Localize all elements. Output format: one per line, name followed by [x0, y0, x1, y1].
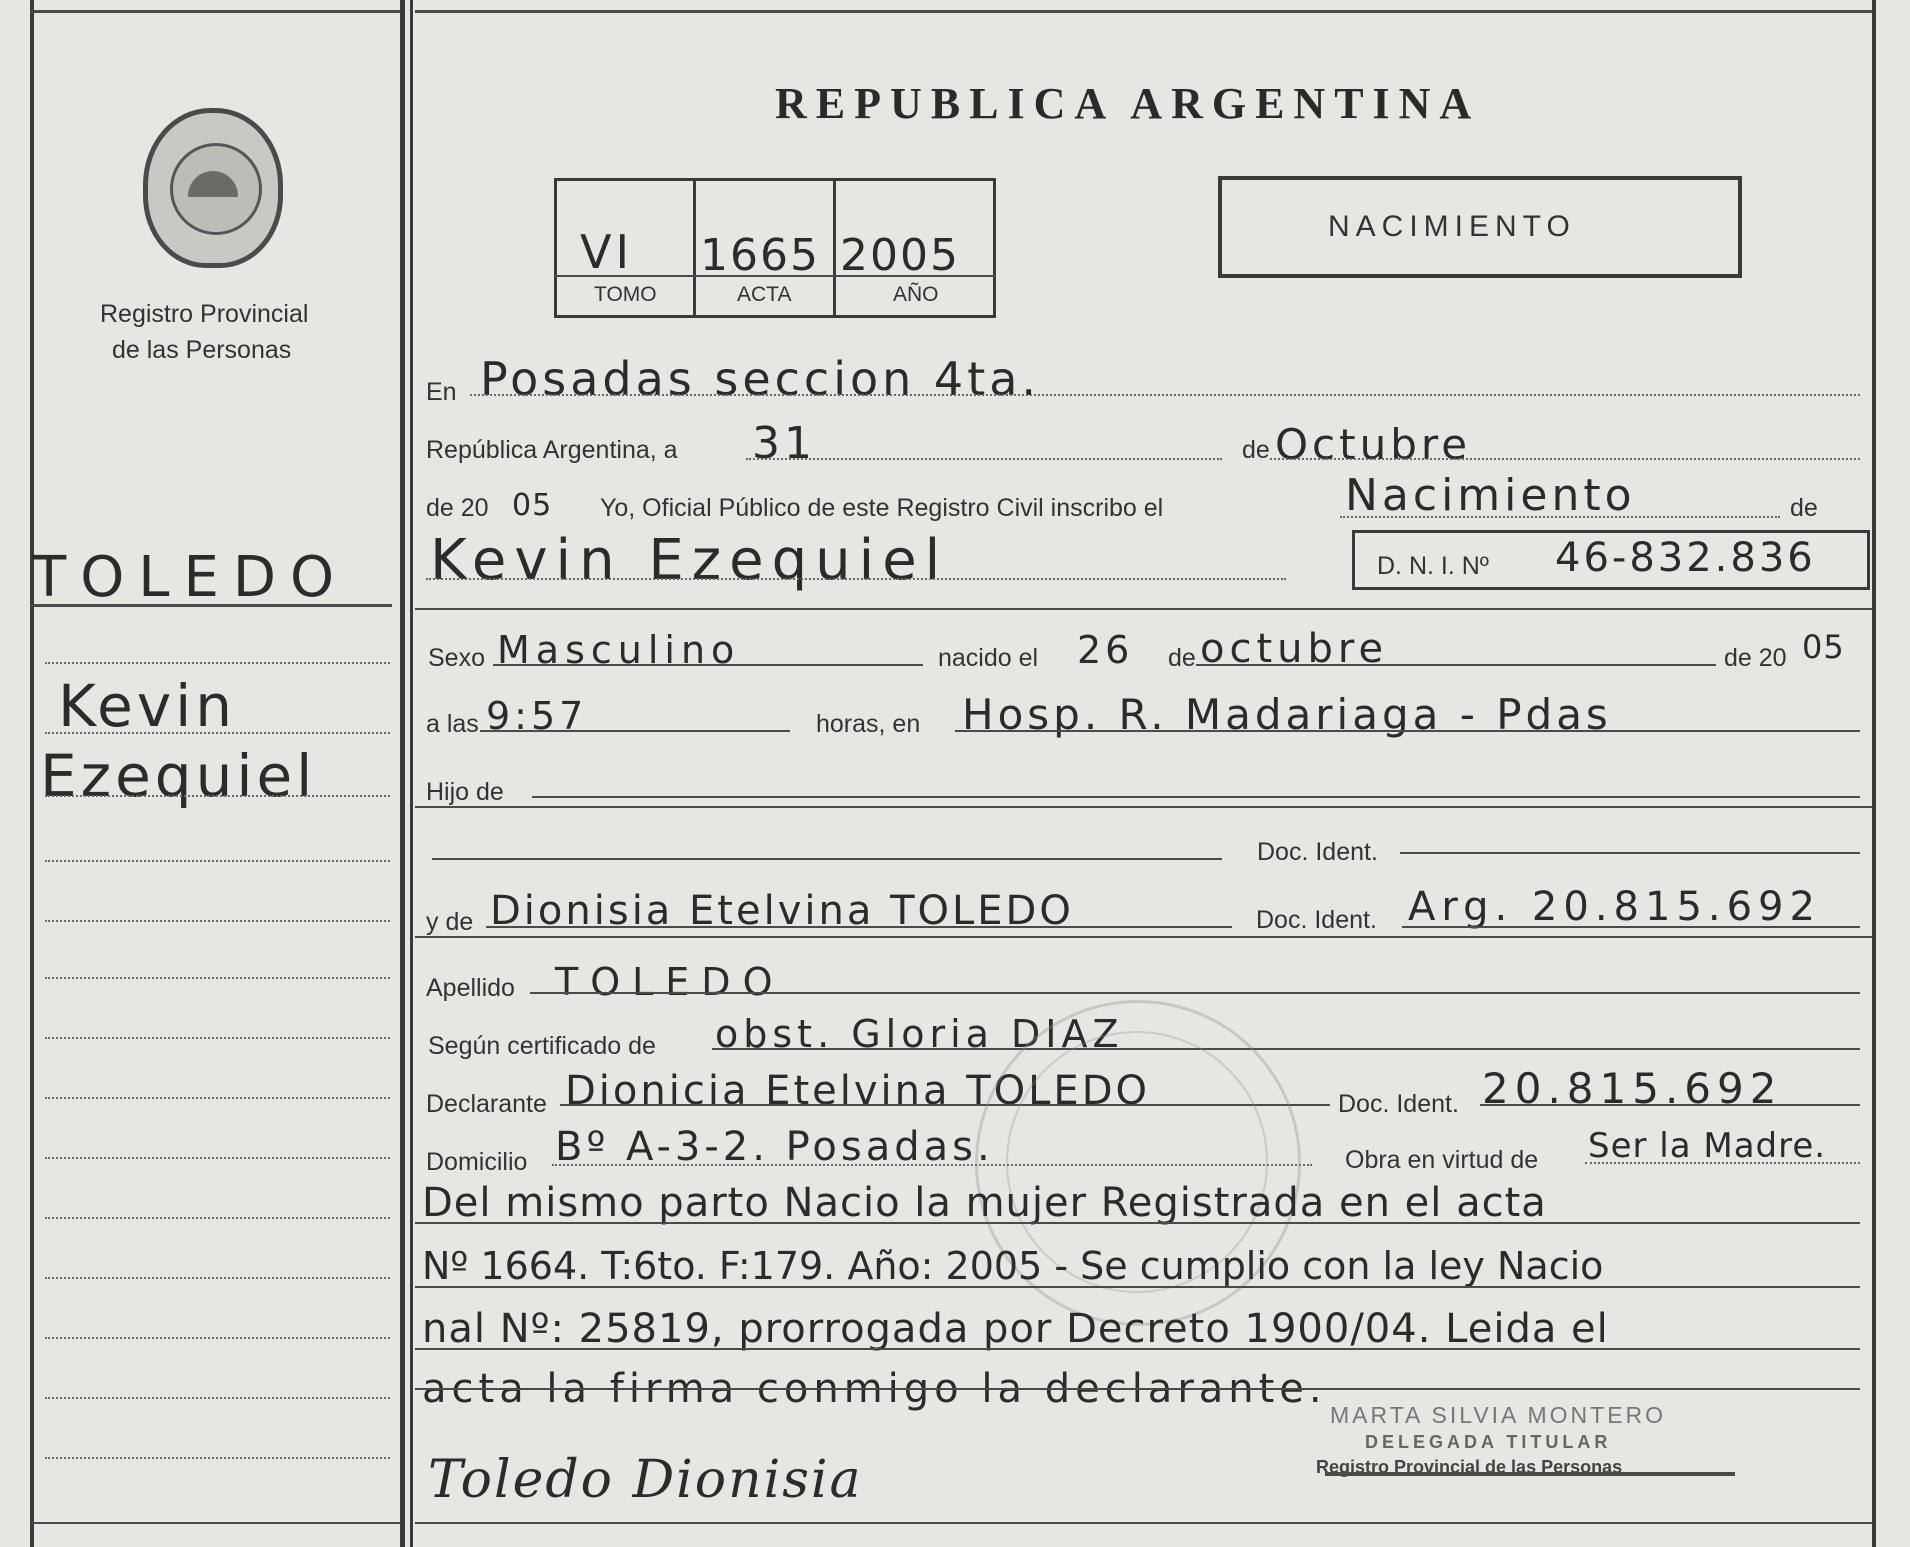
horas-label: horas, en — [816, 710, 921, 738]
year-value: 05 — [512, 488, 553, 523]
margin-line — [45, 1157, 390, 1159]
registry-name-line2: de las Personas — [112, 336, 292, 364]
notes-line-2: Nº 1664. T:6to. F:179. Año: 2005 - Se cumplio con la ley Nacio — [422, 1244, 1604, 1288]
registry-name-line1: Registro Provincial — [100, 300, 309, 328]
acta-label: ACTA — [737, 283, 792, 306]
margin-given-line2: Ezequiel — [40, 742, 317, 810]
segun-line — [712, 1048, 1860, 1050]
a-las-label: a las — [426, 710, 479, 738]
official-office: Registro Provincial de las Personas — [1316, 1457, 1623, 1477]
father-doc-line — [1400, 852, 1860, 854]
domicilio-label: Domicilio — [426, 1148, 528, 1176]
segun-label: Según certificado de — [428, 1032, 656, 1060]
name-line — [426, 578, 1286, 580]
birth-year: 05 — [1802, 628, 1845, 666]
margin-line — [45, 1457, 390, 1459]
apellido-label: Apellido — [426, 974, 515, 1002]
day-value: 31 — [752, 418, 816, 469]
official-signature-stroke — [1325, 1472, 1735, 1476]
obra-label: Obra en virtud de — [1345, 1146, 1539, 1174]
mother-doc-line — [1402, 926, 1860, 928]
margin-line — [45, 662, 390, 664]
top-rule-left — [30, 10, 400, 13]
top-rule-right — [415, 10, 1872, 13]
margin-given-line1: Kevin — [58, 672, 237, 740]
birth-month-line — [1196, 664, 1716, 666]
hour-line — [480, 730, 790, 732]
name-rule — [415, 608, 1872, 610]
margin-line — [45, 1397, 390, 1399]
birth-year-prefix: de 20 — [1724, 644, 1787, 672]
mother-doc-value: Arg. 20.815.692 — [1408, 884, 1821, 930]
notes-line-4: acta la firma conmigo la declarante. — [422, 1366, 1327, 1412]
republica-label: República Argentina, a — [426, 436, 678, 464]
domicilio-value: Bº A-3-2. Posadas. — [555, 1124, 994, 1170]
margin-line — [45, 920, 390, 922]
acta-value: 1665 — [700, 230, 820, 281]
declarante-name: Dionicia Etelvina TOLEDO — [565, 1068, 1150, 1114]
document-title: REPUBLICA ARGENTINA — [775, 79, 1481, 128]
declarante-doc-label: Doc. Ident. — [1338, 1090, 1459, 1118]
birth-de-label: de — [1168, 644, 1196, 672]
birth-month: octubre — [1200, 626, 1389, 672]
father-extra-line — [432, 858, 1222, 860]
margin-line — [45, 732, 390, 734]
declarante-label: Declarante — [426, 1090, 547, 1118]
father-rule — [415, 806, 1872, 808]
obra-value: Ser la Madre. — [1588, 1126, 1827, 1166]
father-line — [532, 796, 1860, 798]
sexo-value: Masculino — [497, 628, 741, 672]
place-line — [955, 730, 1860, 732]
notes-rule-4 — [415, 1388, 1860, 1390]
margin-surname: TOLEDO — [32, 545, 349, 610]
record-type: NACIMIENTO — [1328, 210, 1576, 243]
birth-day: 26 — [1077, 628, 1134, 672]
ano-label: AÑO — [893, 283, 939, 306]
bottom-rule-left — [30, 1522, 400, 1524]
apellido-value: TOLEDO — [555, 960, 785, 1004]
dni-label: D. N. I. Nº — [1377, 552, 1489, 580]
notes-rule-2 — [415, 1286, 1860, 1288]
frame-divider-inner — [410, 0, 413, 1547]
frame-right — [1872, 0, 1876, 1547]
en-line — [470, 394, 1860, 396]
hour-value: 9:57 — [486, 694, 588, 738]
tomo-value: VI — [580, 225, 634, 279]
margin-line — [45, 1037, 390, 1039]
margin-line — [45, 795, 390, 797]
box-divider — [693, 178, 696, 318]
mother-rule — [415, 936, 1872, 938]
box-divider — [833, 178, 836, 318]
provincial-seal-icon — [143, 108, 283, 268]
sexo-line — [493, 664, 923, 666]
tomo-label: TOMO — [594, 283, 657, 306]
nacido-label: nacido el — [938, 644, 1039, 672]
margin-line — [45, 1097, 390, 1099]
bottom-rule-right — [415, 1522, 1872, 1524]
father-doc-label: Doc. Ident. — [1257, 838, 1378, 866]
apellido-line — [530, 992, 1860, 994]
place-value: Hosp. R. Madariaga - Pdas — [962, 690, 1612, 739]
month-line — [1270, 458, 1860, 460]
en-value: Posadas seccion 4ta. — [480, 352, 1041, 406]
notes-rule-3 — [415, 1348, 1860, 1350]
dni-value: 46-832.836 — [1555, 535, 1816, 581]
notes-rule-1 — [415, 1222, 1860, 1224]
year-prefix: de 20 — [426, 494, 489, 522]
obra-line — [1585, 1162, 1860, 1164]
margin-surname-rule — [30, 604, 392, 607]
child-name: Kevin Ezequiel — [430, 528, 949, 593]
sexo-label: Sexo — [428, 644, 485, 672]
margin-line — [45, 1217, 390, 1219]
hijo-label: Hijo de — [426, 778, 504, 806]
frame-divider — [400, 0, 405, 1547]
event-de-label: de — [1790, 494, 1818, 522]
notes-line-1: Del mismo parto Nacio la mujer Registrada en el acta — [422, 1180, 1547, 1226]
mother-doc-label: Doc. Ident. — [1256, 906, 1377, 934]
mother-name: Dionisia Etelvina TOLEDO — [490, 888, 1074, 934]
month-de-label: de — [1242, 436, 1270, 464]
official-title: DELEGADA TITULAR — [1365, 1432, 1612, 1452]
month-value: Octubre — [1275, 420, 1472, 469]
declarante-doc-value: 20.815.692 — [1482, 1064, 1783, 1113]
declarante-doc-line — [1480, 1104, 1860, 1106]
mother-line — [486, 926, 1232, 928]
official-name: MARTA SILVIA MONTERO — [1330, 1402, 1667, 1428]
declarant-signature: Toledo Dionisia — [428, 1450, 863, 1510]
margin-line — [45, 977, 390, 979]
segun-value: obst. Gloria DIAZ — [715, 1012, 1124, 1056]
frame-left — [30, 0, 34, 1547]
margin-line — [45, 1337, 390, 1339]
event-value: Nacimiento — [1345, 470, 1636, 521]
margin-line — [45, 1277, 390, 1279]
day-line — [746, 458, 1222, 460]
registry-statement: Yo, Oficial Público de este Registro Civil inscribo el — [600, 494, 1164, 522]
ano-value: 2005 — [840, 230, 960, 281]
margin-line — [45, 860, 390, 862]
y-de-label: y de — [426, 908, 474, 936]
notes-line-3: nal Nº: 25819, prorrogada por Decreto 1900/04. Leida el — [422, 1306, 1609, 1352]
event-line — [1340, 516, 1780, 518]
en-label: En — [426, 378, 457, 406]
